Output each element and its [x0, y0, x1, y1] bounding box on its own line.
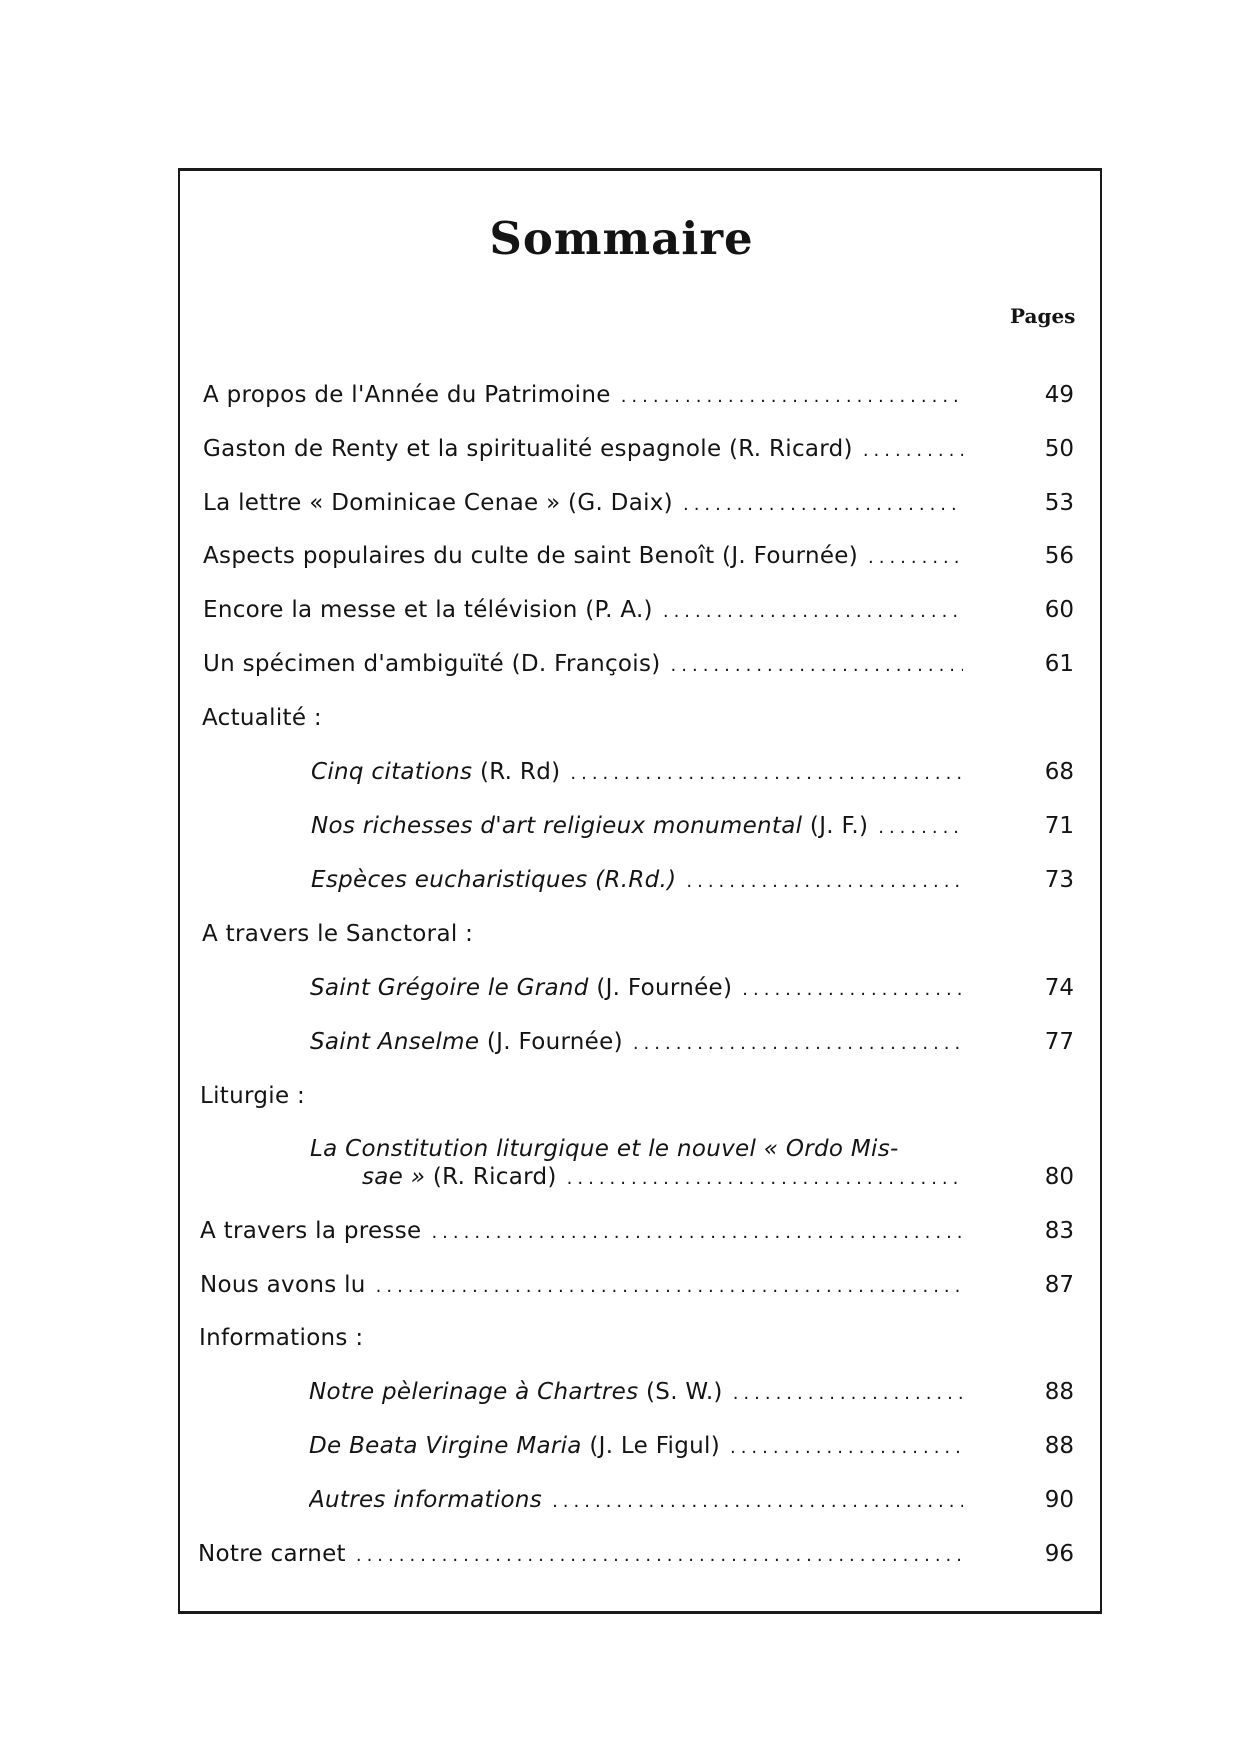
pages-column-header: Pages — [1010, 304, 1076, 328]
leader-dots — [552, 1487, 963, 1515]
toc-entry-title: Cinq citations — [311, 759, 473, 785]
leader-dots — [431, 1218, 963, 1246]
toc-entry-label: Encore la messe et la télévision (P. A.) — [203, 597, 653, 623]
leader-dots — [868, 543, 963, 571]
toc-page-number: 56 — [1044, 543, 1074, 569]
toc-entry-title: Espèces eucharistiques (R.Rd.) — [311, 867, 677, 893]
leader-dots — [356, 1541, 963, 1569]
toc-page-number: 74 — [1044, 975, 1074, 1001]
toc-entry[interactable] — [200, 1216, 963, 1246]
toc-page-number: 53 — [1044, 490, 1074, 516]
toc-entry-label: A travers la presse — [200, 1218, 422, 1244]
toc-entry-title: Saint Grégoire le Grand — [310, 975, 589, 1001]
leader-dots — [683, 490, 963, 518]
toc-page-number: 60 — [1044, 597, 1074, 623]
leader-dots — [730, 1433, 963, 1461]
leader-dots — [878, 813, 963, 841]
toc-entry-title: Notre pèlerinage à Chartres — [309, 1379, 639, 1405]
toc-entry-label: Notre carnet — [198, 1541, 346, 1567]
toc-entry[interactable] — [362, 1162, 963, 1192]
toc-page-number: 80 — [1044, 1164, 1074, 1190]
toc-page-number: 50 — [1044, 436, 1074, 462]
toc-entry-author: (J. Fournée) — [596, 975, 733, 1001]
leader-dots — [633, 1029, 963, 1057]
toc-entry[interactable] — [200, 1270, 963, 1300]
toc-entry[interactable] — [203, 649, 963, 679]
toc-page-number: 73 — [1044, 867, 1074, 893]
toc-entry-author: (R. Rd) — [479, 759, 561, 785]
toc-entry-author: (J. Fournée) — [486, 1029, 623, 1055]
toc-entry-label: La lettre « Dominicae Cenae » (G. Daix) — [203, 490, 673, 516]
toc-page-number: 83 — [1044, 1218, 1074, 1244]
toc-entry-title-cont: sae » — [362, 1164, 426, 1190]
toc-entry[interactable] — [203, 595, 963, 625]
toc-page-number: 96 — [1044, 1541, 1074, 1567]
toc-entry-title: Saint Anselme — [310, 1029, 480, 1055]
leader-dots — [376, 1272, 963, 1300]
leader-dots — [570, 759, 963, 787]
toc-page-number: 90 — [1044, 1487, 1074, 1513]
section-heading-actualite: Actualité : — [202, 705, 322, 731]
toc-entry-author: (J. F.) — [809, 813, 869, 839]
toc-page-number: 49 — [1044, 382, 1074, 408]
leader-dots — [686, 867, 963, 895]
toc-entry[interactable] — [203, 488, 963, 518]
toc-entry-author: (S. W.) — [646, 1379, 723, 1405]
toc-entry[interactable] — [309, 1431, 963, 1461]
leader-dots — [733, 1379, 963, 1407]
toc-page-number: 88 — [1044, 1379, 1074, 1405]
toc-page-number: 88 — [1044, 1433, 1074, 1459]
toc-entry[interactable] — [203, 541, 963, 571]
toc-entry-label: Un spécimen d'ambiguïté (D. François) — [203, 651, 661, 677]
toc-entry[interactable] — [311, 811, 963, 841]
toc-entry-author: (J. Le Figul) — [589, 1433, 720, 1459]
toc-entry[interactable] — [309, 1485, 963, 1515]
toc-page-number: 61 — [1044, 651, 1074, 677]
leader-dots — [742, 975, 963, 1003]
toc-entry[interactable] — [310, 1027, 963, 1057]
toc-entry-title: De Beata Virgine Maria — [309, 1433, 582, 1459]
section-heading-sanctoral: A travers le Sanctoral : — [202, 921, 474, 947]
toc-entry-title: Autres informations — [309, 1487, 543, 1513]
leader-dots — [663, 597, 963, 625]
toc-entry-author: (R. Ricard) — [432, 1164, 557, 1190]
toc-entry-title: Nos richesses d'art religieux monumental — [311, 813, 803, 839]
toc-page-number: 71 — [1044, 813, 1074, 839]
toc-entry-label: Aspects populaires du culte de saint Benoît (J. Fournée) — [203, 543, 858, 569]
toc-page-number: 77 — [1044, 1029, 1074, 1055]
toc-page-number: 68 — [1044, 759, 1074, 785]
leader-dots — [863, 436, 963, 464]
toc-entry[interactable] — [198, 1539, 963, 1569]
toc-entry[interactable] — [311, 865, 963, 895]
section-heading-liturgie: Liturgie : — [200, 1083, 306, 1109]
toc-entry-label: Nous avons lu — [200, 1272, 366, 1298]
leader-dots — [671, 651, 963, 679]
toc-entry-label: Gaston de Renty et la spiritualité espagnole (R. Ricard) — [203, 436, 853, 462]
page-title: Sommaire — [489, 212, 754, 265]
leader-dots — [621, 382, 963, 410]
toc-page-number: 87 — [1044, 1272, 1074, 1298]
leader-dots — [567, 1164, 963, 1192]
toc-entry[interactable] — [310, 973, 963, 1003]
section-heading-informations: Informations : — [199, 1325, 364, 1351]
toc-entry-label: A propos de l'Année du Patrimoine — [203, 382, 611, 408]
toc-entry[interactable] — [203, 434, 963, 464]
toc-entry[interactable] — [203, 380, 963, 410]
toc-entry[interactable] — [311, 757, 963, 787]
toc-entry-title[interactable]: La Constitution liturgique et le nouvel « Ordo Mis- — [310, 1136, 899, 1162]
toc-entry[interactable] — [309, 1377, 963, 1407]
